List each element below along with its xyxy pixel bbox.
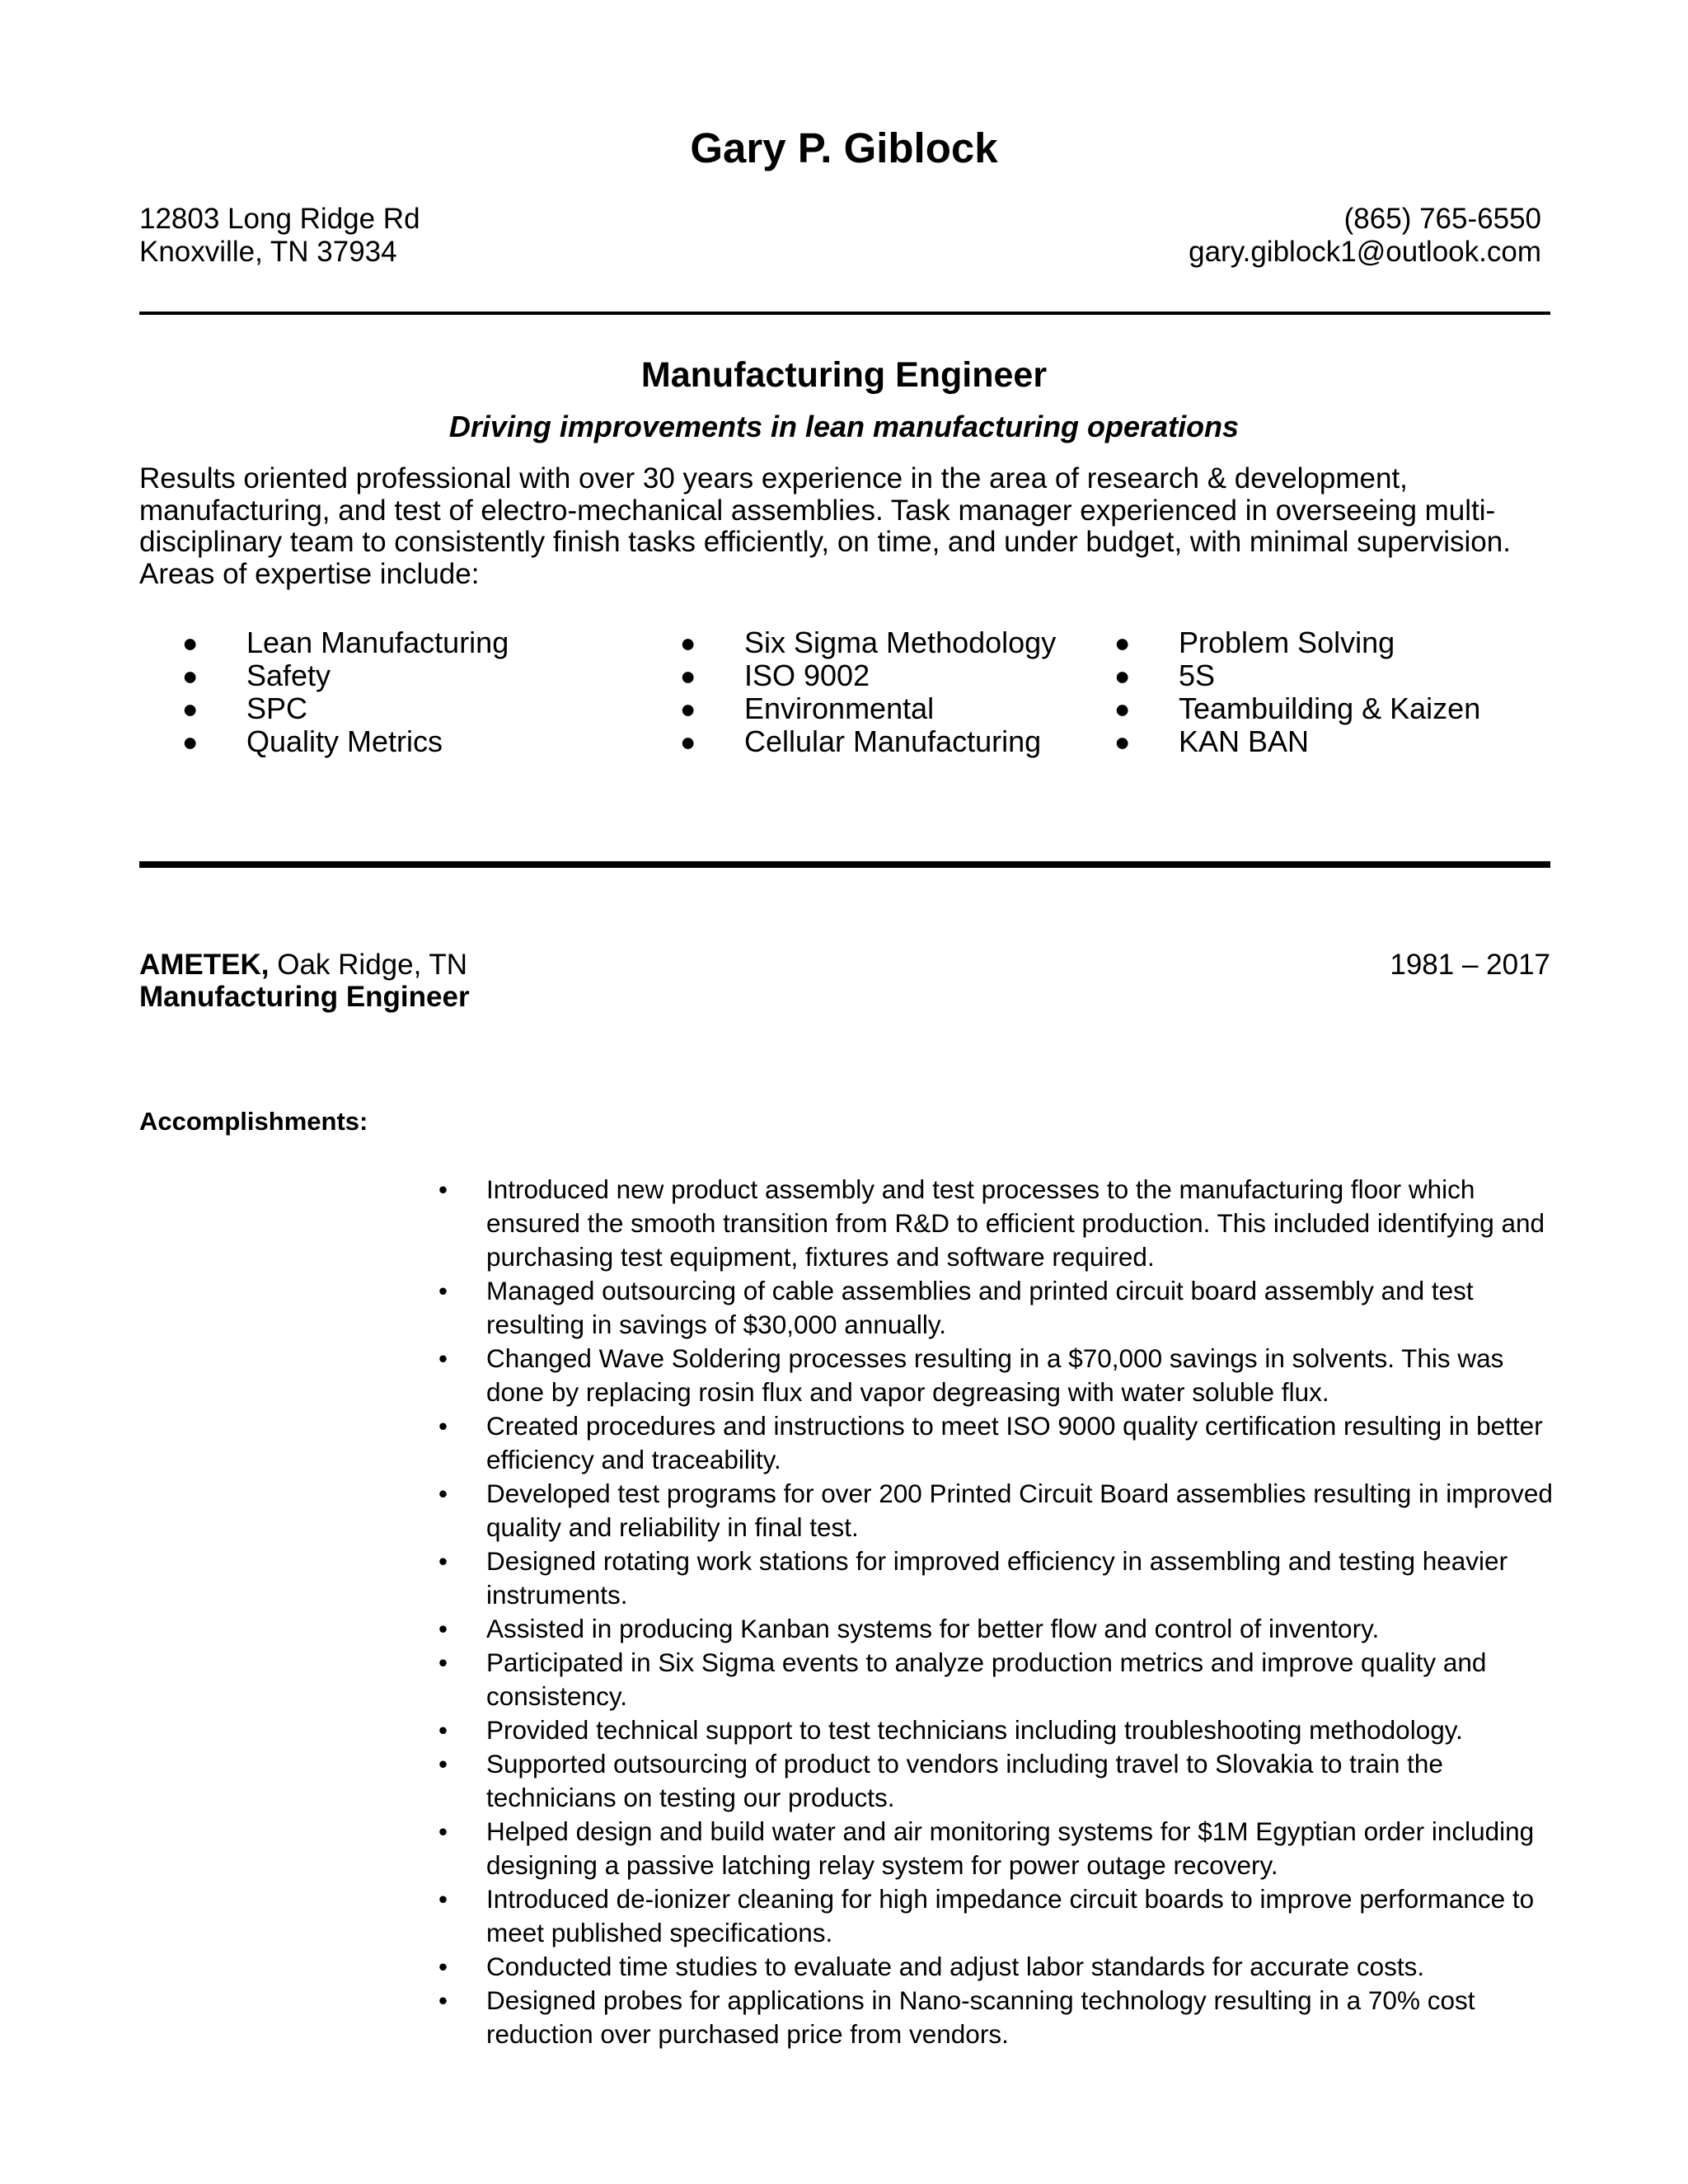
accomplishment-text: Created procedures and instructions to meet ISO 9000 quality certification resulting in better efficiency and traceability. (486, 1411, 1543, 1474)
accomplishments-heading: Accomplishments: (139, 1107, 368, 1136)
skill-item (1114, 658, 1480, 692)
bullet-icon: • (438, 1715, 448, 1745)
job-title: Manufacturing Engineer (139, 981, 470, 1013)
bullet-icon: • (438, 1985, 448, 2015)
bullet-icon: • (438, 1546, 448, 1576)
accomplishment-text: Assisted in producing Kanban systems for better flow and control of inventory. (486, 1614, 1380, 1643)
accomplishment-text: Changed Wave Soldering processes resulting in a $70,000 savings in solvents. This was done by replacing rosin flux and vapor degreasing with water soluble flux. (486, 1343, 1504, 1407)
bullet-icon: ● (182, 628, 199, 658)
skill-text: 5S (1179, 658, 1216, 692)
accomplishment-text: Helped design and build water and air monitoring systems for $1M Egyptian order including designing a passive latching relay system for power outage recovery. (486, 1816, 1535, 1880)
accomplishment-item (438, 1815, 1558, 1882)
bullet-icon: ● (1114, 661, 1131, 691)
email-address: gary.giblock1@outlook.com (1189, 236, 1541, 268)
candidate-name: Gary P. Giblock (690, 124, 998, 171)
bullet-icon: • (438, 1276, 448, 1305)
bullet-icon: ● (1114, 628, 1131, 658)
skill-text: Safety (246, 658, 331, 692)
accomplishment-text: Provided technical support to test technicians including troubleshooting methodology. (486, 1715, 1463, 1745)
bullet-icon: • (438, 1614, 448, 1643)
skill-text: KAN BAN (1179, 724, 1310, 758)
profile-tagline: Driving improvements in lean manufacturing operations (448, 410, 1240, 443)
accomplishment-text: Designed probes for applications in Nano-scanning technology resulting in a 70% cost reduction over purchased price from vendors. (486, 1985, 1475, 2049)
skill-item (1114, 724, 1480, 758)
skill-item (182, 626, 509, 659)
bullet-icon: • (438, 1952, 448, 1981)
accomplishment-text: Introduced new product assembly and test processes to the manufacturing floor which ensured the smooth transition from R&D to efficient production. This included identifying and purchasing test equipment, fixtures and software required. (486, 1174, 1545, 1272)
accomplishment-item (438, 1646, 1558, 1713)
accomplishment-item (438, 1612, 1558, 1646)
accomplishment-item (438, 1274, 1558, 1342)
accomplishment-item (438, 1747, 1558, 1815)
bullet-icon: ● (680, 694, 696, 724)
skill-text: Lean Manufacturing (246, 626, 509, 659)
address-line-1: 12803 Long Ridge Rd (139, 203, 420, 235)
accomplishment-item (438, 1713, 1558, 1747)
skill-text: SPC (246, 691, 308, 725)
address-line-2: Knoxville, TN 37934 (139, 236, 397, 268)
bullet-icon: ● (680, 628, 696, 658)
skills-column-1 (182, 626, 509, 758)
bullet-icon: ● (1114, 694, 1131, 724)
skill-item (680, 724, 1056, 758)
accomplishment-text: Introduced de-ionizer cleaning for high impedance circuit boards to improve performance to meet published specifications. (486, 1884, 1535, 1947)
accomplishment-text: Supported outsourcing of product to vendors including travel to Slovakia to train the technicians on testing our products. (486, 1749, 1443, 1812)
company-name: AMETEK, (139, 949, 270, 981)
section-divider (139, 861, 1550, 868)
accomplishment-item (438, 1882, 1558, 1950)
skill-item (182, 658, 509, 692)
employer-line (139, 949, 467, 982)
bullet-icon: • (438, 1411, 448, 1441)
accomplishment-text: Developed test programs for over 200 Printed Circuit Board assemblies resulting in improved quality and reliability in final test. (486, 1479, 1553, 1542)
skill-text: Cellular Manufacturing (744, 724, 1042, 758)
accomplishment-item (438, 1477, 1558, 1544)
bullet-icon: ● (680, 727, 696, 757)
skills-column-2 (680, 626, 1057, 758)
address-block (139, 203, 420, 269)
bullet-icon: • (438, 1343, 448, 1373)
skill-item (680, 626, 1057, 659)
accomplishment-item (438, 1342, 1558, 1409)
skills-column-3 (1114, 626, 1481, 758)
bullet-icon: • (438, 1174, 448, 1204)
accomplishment-item (438, 1950, 1558, 1984)
accomplishment-text: Participated in Six Sigma events to analyze production metrics and improve quality and consistency. (486, 1647, 1487, 1711)
bullet-icon: • (438, 1647, 448, 1677)
skill-text: Environmental (744, 691, 935, 725)
phone-number: (865) 765-6550 (1343, 203, 1541, 235)
bullet-icon: • (438, 1816, 448, 1846)
accomplishment-item (438, 1173, 1558, 1274)
header-divider (139, 312, 1550, 315)
skill-item (182, 724, 509, 758)
bullet-icon: ● (680, 661, 696, 691)
skill-text: ISO 9002 (744, 658, 870, 692)
skill-text: Problem Solving (1179, 626, 1395, 659)
accomplishments-list (438, 1173, 1558, 2051)
skill-text: Six Sigma Methodology (744, 626, 1057, 659)
bullet-icon: ● (182, 727, 199, 757)
contact-block (1189, 203, 1541, 269)
skill-item (182, 691, 509, 725)
accomplishment-text: Conducted time studies to evaluate and adjust labor standards for accurate costs. (486, 1952, 1425, 1981)
skill-item (680, 691, 1056, 725)
bullet-icon: • (438, 1479, 448, 1508)
profile-summary: Results oriented professional with over 30 years experience in the area of research & development, manufacturing, and test of electro-mechanical assemblies. Task manager experienced in overseeing multi-disciplinary team to consistently finish tasks efficiently, on time, and under budget, with minimal supervision. Areas of expertise include: (139, 462, 1511, 590)
skill-item (1114, 691, 1481, 725)
company-location: Oak Ridge, TN (269, 949, 468, 981)
accomplishment-text: Designed rotating work stations for improved efficiency in assembling and testing heavier instruments. (486, 1546, 1508, 1610)
accomplishment-item (438, 1544, 1558, 1612)
skill-text: Quality Metrics (246, 724, 443, 758)
accomplishment-item (438, 1984, 1558, 2051)
skill-item (680, 658, 1056, 692)
skill-item (1114, 626, 1480, 659)
bullet-icon: ● (182, 694, 199, 724)
bullet-icon: • (438, 1749, 448, 1779)
skill-text: Teambuilding & Kaizen (1179, 691, 1481, 725)
bullet-icon: ● (1114, 727, 1131, 757)
accomplishment-item (438, 1409, 1558, 1477)
profile-title: Manufacturing Engineer (640, 355, 1048, 395)
accomplishment-text: Managed outsourcing of cable assemblies and printed circuit board assembly and test resulting in savings of $30,000 annually. (486, 1276, 1474, 1339)
bullet-icon: • (438, 1884, 448, 1914)
bullet-icon: ● (182, 661, 199, 691)
employment-dates: 1981 – 2017 (1390, 949, 1550, 981)
